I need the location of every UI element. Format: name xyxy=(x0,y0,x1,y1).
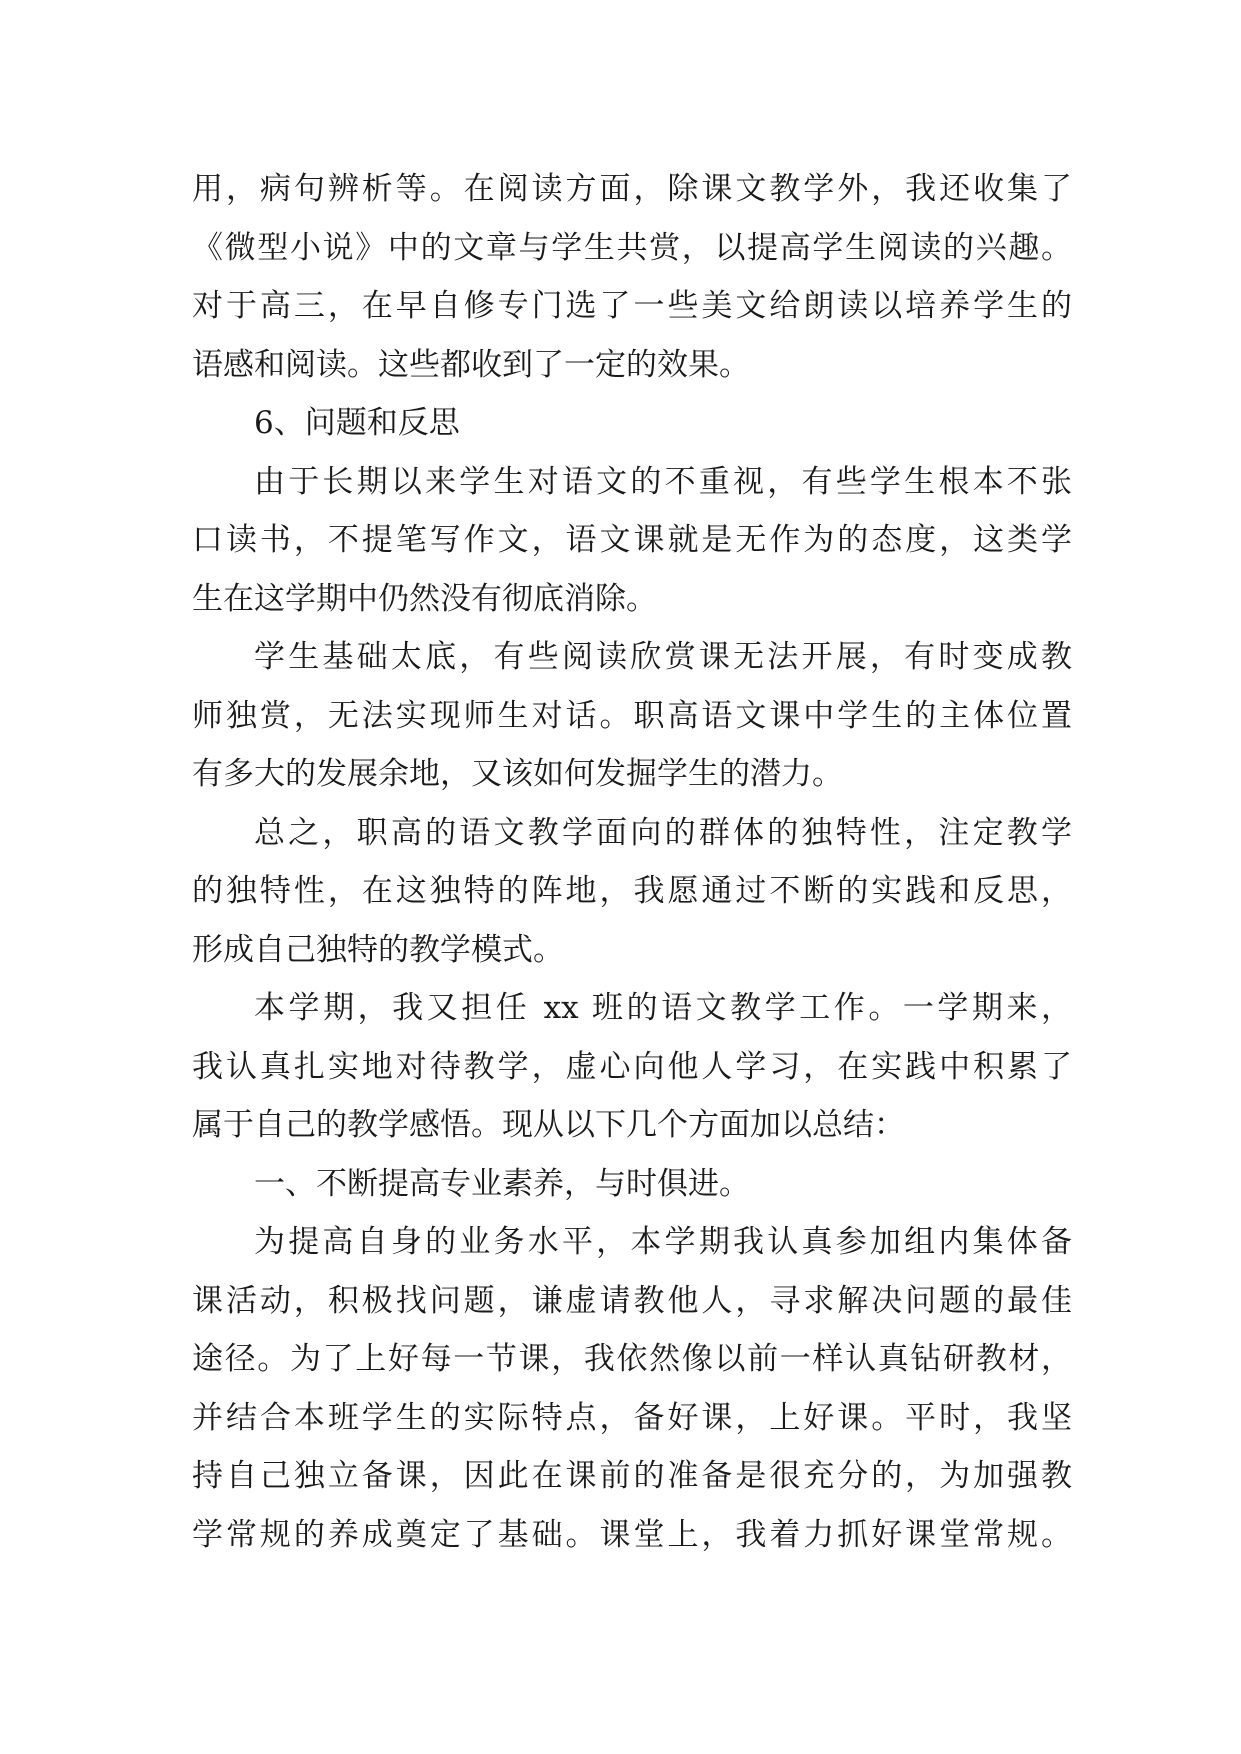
text-line: 的独特性，在这独特的阵地，我愿通过不断的实践和反思， xyxy=(192,873,1072,909)
text-line: 途径。为了上好每一节课，我依然像以前一样认真钻研教材， xyxy=(192,1341,1072,1377)
text-line: 对于高三，在早自修专门选了一些美文给朗读以培养学生的 xyxy=(192,288,1072,324)
text-line: 属于自己的教学感悟。现从以下几个方面加以总结： xyxy=(192,1107,905,1143)
text-line: 由于长期以来学生对语文的不重视，有些学生根本不张 xyxy=(254,463,1072,500)
text-line: 形成自己独特的教学模式。 xyxy=(192,931,564,968)
text-line: 师独赏，无法实现师生对话。职高语文课中学生的主体位置 xyxy=(192,697,1072,734)
text-line: 口读书，不提笔写作文，语文课就是无作为的态度，这类学 xyxy=(192,522,1072,558)
text-line: 课活动，积极找问题，谦虚请教他人，寻求解决问题的最佳 xyxy=(192,1282,1072,1319)
text-line: 学生基础太底，有些阅读欣赏课无法开展，有时变成教 xyxy=(254,639,1072,675)
text-line: 持自己独立备课，因此在课前的准备是很充分的，为加强教 xyxy=(192,1458,1072,1494)
text-line: 我认真扎实地对待教学，虚心向他人学习，在实践中积累了 xyxy=(192,1048,1072,1085)
text-line: 《微型小说》中的文章与学生共赏，以提高学生阅读的兴趣。 xyxy=(192,229,1072,266)
text-line: 为提高自身的业务水平，本学期我认真参加组内集体备 xyxy=(254,1224,1072,1260)
text-line: 6、问题和反思 xyxy=(254,405,460,441)
text-line: 并结合本班学生的实际特点，备好课，上好课。平时，我坚 xyxy=(192,1399,1072,1436)
text-line: 学常规的养成奠定了基础。课堂上，我着力抓好课堂常规。 xyxy=(192,1516,1072,1553)
text-line: 本学期，我又担任 xx 班的语文教学工作。一学期来， xyxy=(254,990,1072,1026)
text-line: 一、不断提高专业素养，与时俱进。 xyxy=(254,1165,750,1202)
document-body xyxy=(192,160,1072,1564)
text-line: 有多大的发展余地，又该如何发掘学生的潜力。 xyxy=(192,756,843,792)
text-line: 语感和阅读。这些都收到了一定的效果。 xyxy=(192,346,750,383)
text-line: 用，病句辨析等。在阅读方面，除课文教学外，我还收集了 xyxy=(192,171,1072,207)
text-line: 生在这学期中仍然没有彻底消除。 xyxy=(192,580,657,617)
text-line: 总之，职高的语文教学面向的群体的独特性，注定教学 xyxy=(254,814,1072,851)
